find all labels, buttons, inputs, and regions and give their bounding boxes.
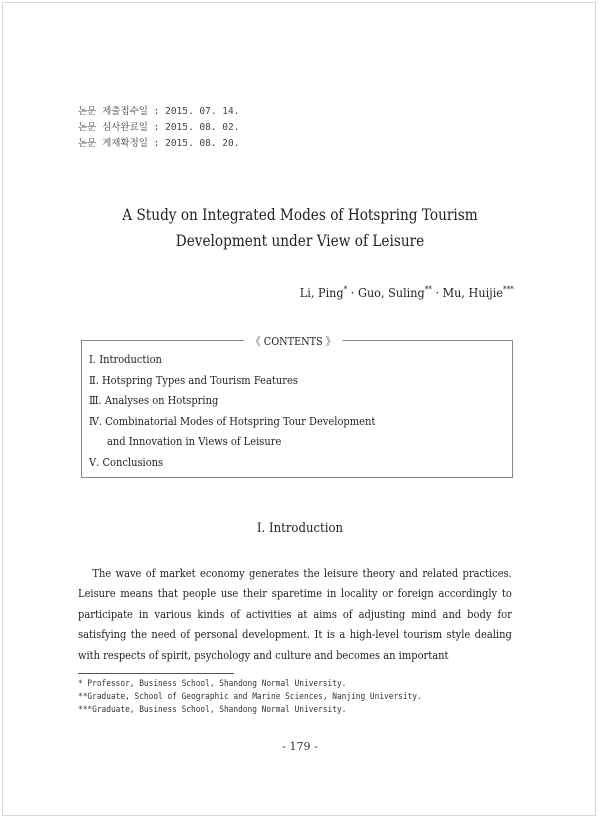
contents-item: Ⅰ. Introduction [89, 353, 162, 366]
date-reviewed: 논문 심사완료일 : 2015. 08. 02. [78, 122, 240, 133]
author-2: Guo, Suling [358, 285, 425, 300]
body-paragraph: The wave of market economy generates the leisure theory and related practices. Leisure means that people use their sparetime in locality or foreign accordingly to participate in various kinds of activities at aims of adjusting mind and body for satisfying the need of personal development. It is a high-level tourism style dealing with respects of spirit, psychology and culture and becomes an important [78, 567, 512, 662]
section-heading: Ⅰ. Introduction [256, 521, 344, 536]
footnote-1: * Professor, Business School, Shandong Normal University. [78, 679, 347, 689]
author-3: Mu, Huijie [442, 285, 504, 300]
paper-title [36, 202, 564, 254]
footnote-3: ***Graduate, Business School, Shandong Normal University. [78, 705, 347, 715]
contents-item: Ⅲ. Analyses on Hotspring [89, 394, 219, 408]
contents-item: Ⅱ. Hotspring Types and Tourism Features [89, 373, 298, 387]
contents-list [89, 350, 407, 474]
author-list [300, 285, 514, 300]
footnote-2: **Graduate, School of Geographic and Marine Sciences, Nanjing University. [78, 692, 422, 702]
page-number: - 179 - [282, 740, 318, 753]
title-line-1: A Study on Integrated Modes of Hotspring Tourism [122, 206, 478, 224]
date-accepted: 논문 게재확정일 : 2015. 08. 20. [78, 138, 240, 149]
submission-dates [78, 104, 239, 152]
author-3-mark: *** [503, 285, 514, 294]
author-2-mark: ** [424, 285, 433, 294]
contents-item: Ⅴ. Conclusions [89, 455, 164, 469]
footnote-divider [78, 673, 234, 674]
body-text [78, 564, 512, 666]
author-separator: · [432, 285, 443, 300]
title-line-2: Development under View of Leisure [175, 232, 425, 250]
contents-item: Ⅳ. Combinatorial Modes of Hotspring Tour Development [89, 414, 376, 428]
author-1: Li, Ping [300, 285, 344, 300]
author-1-mark: * [343, 285, 348, 294]
date-submitted: 논문 제출접수일 : 2015. 07. 14. [78, 106, 240, 117]
contents-heading: 《 CONTENTS 》 [244, 333, 342, 349]
footnotes [78, 678, 452, 717]
author-separator: · [347, 285, 359, 300]
contents-item-continuation: and Innovation in Views of Leisure [107, 435, 282, 449]
